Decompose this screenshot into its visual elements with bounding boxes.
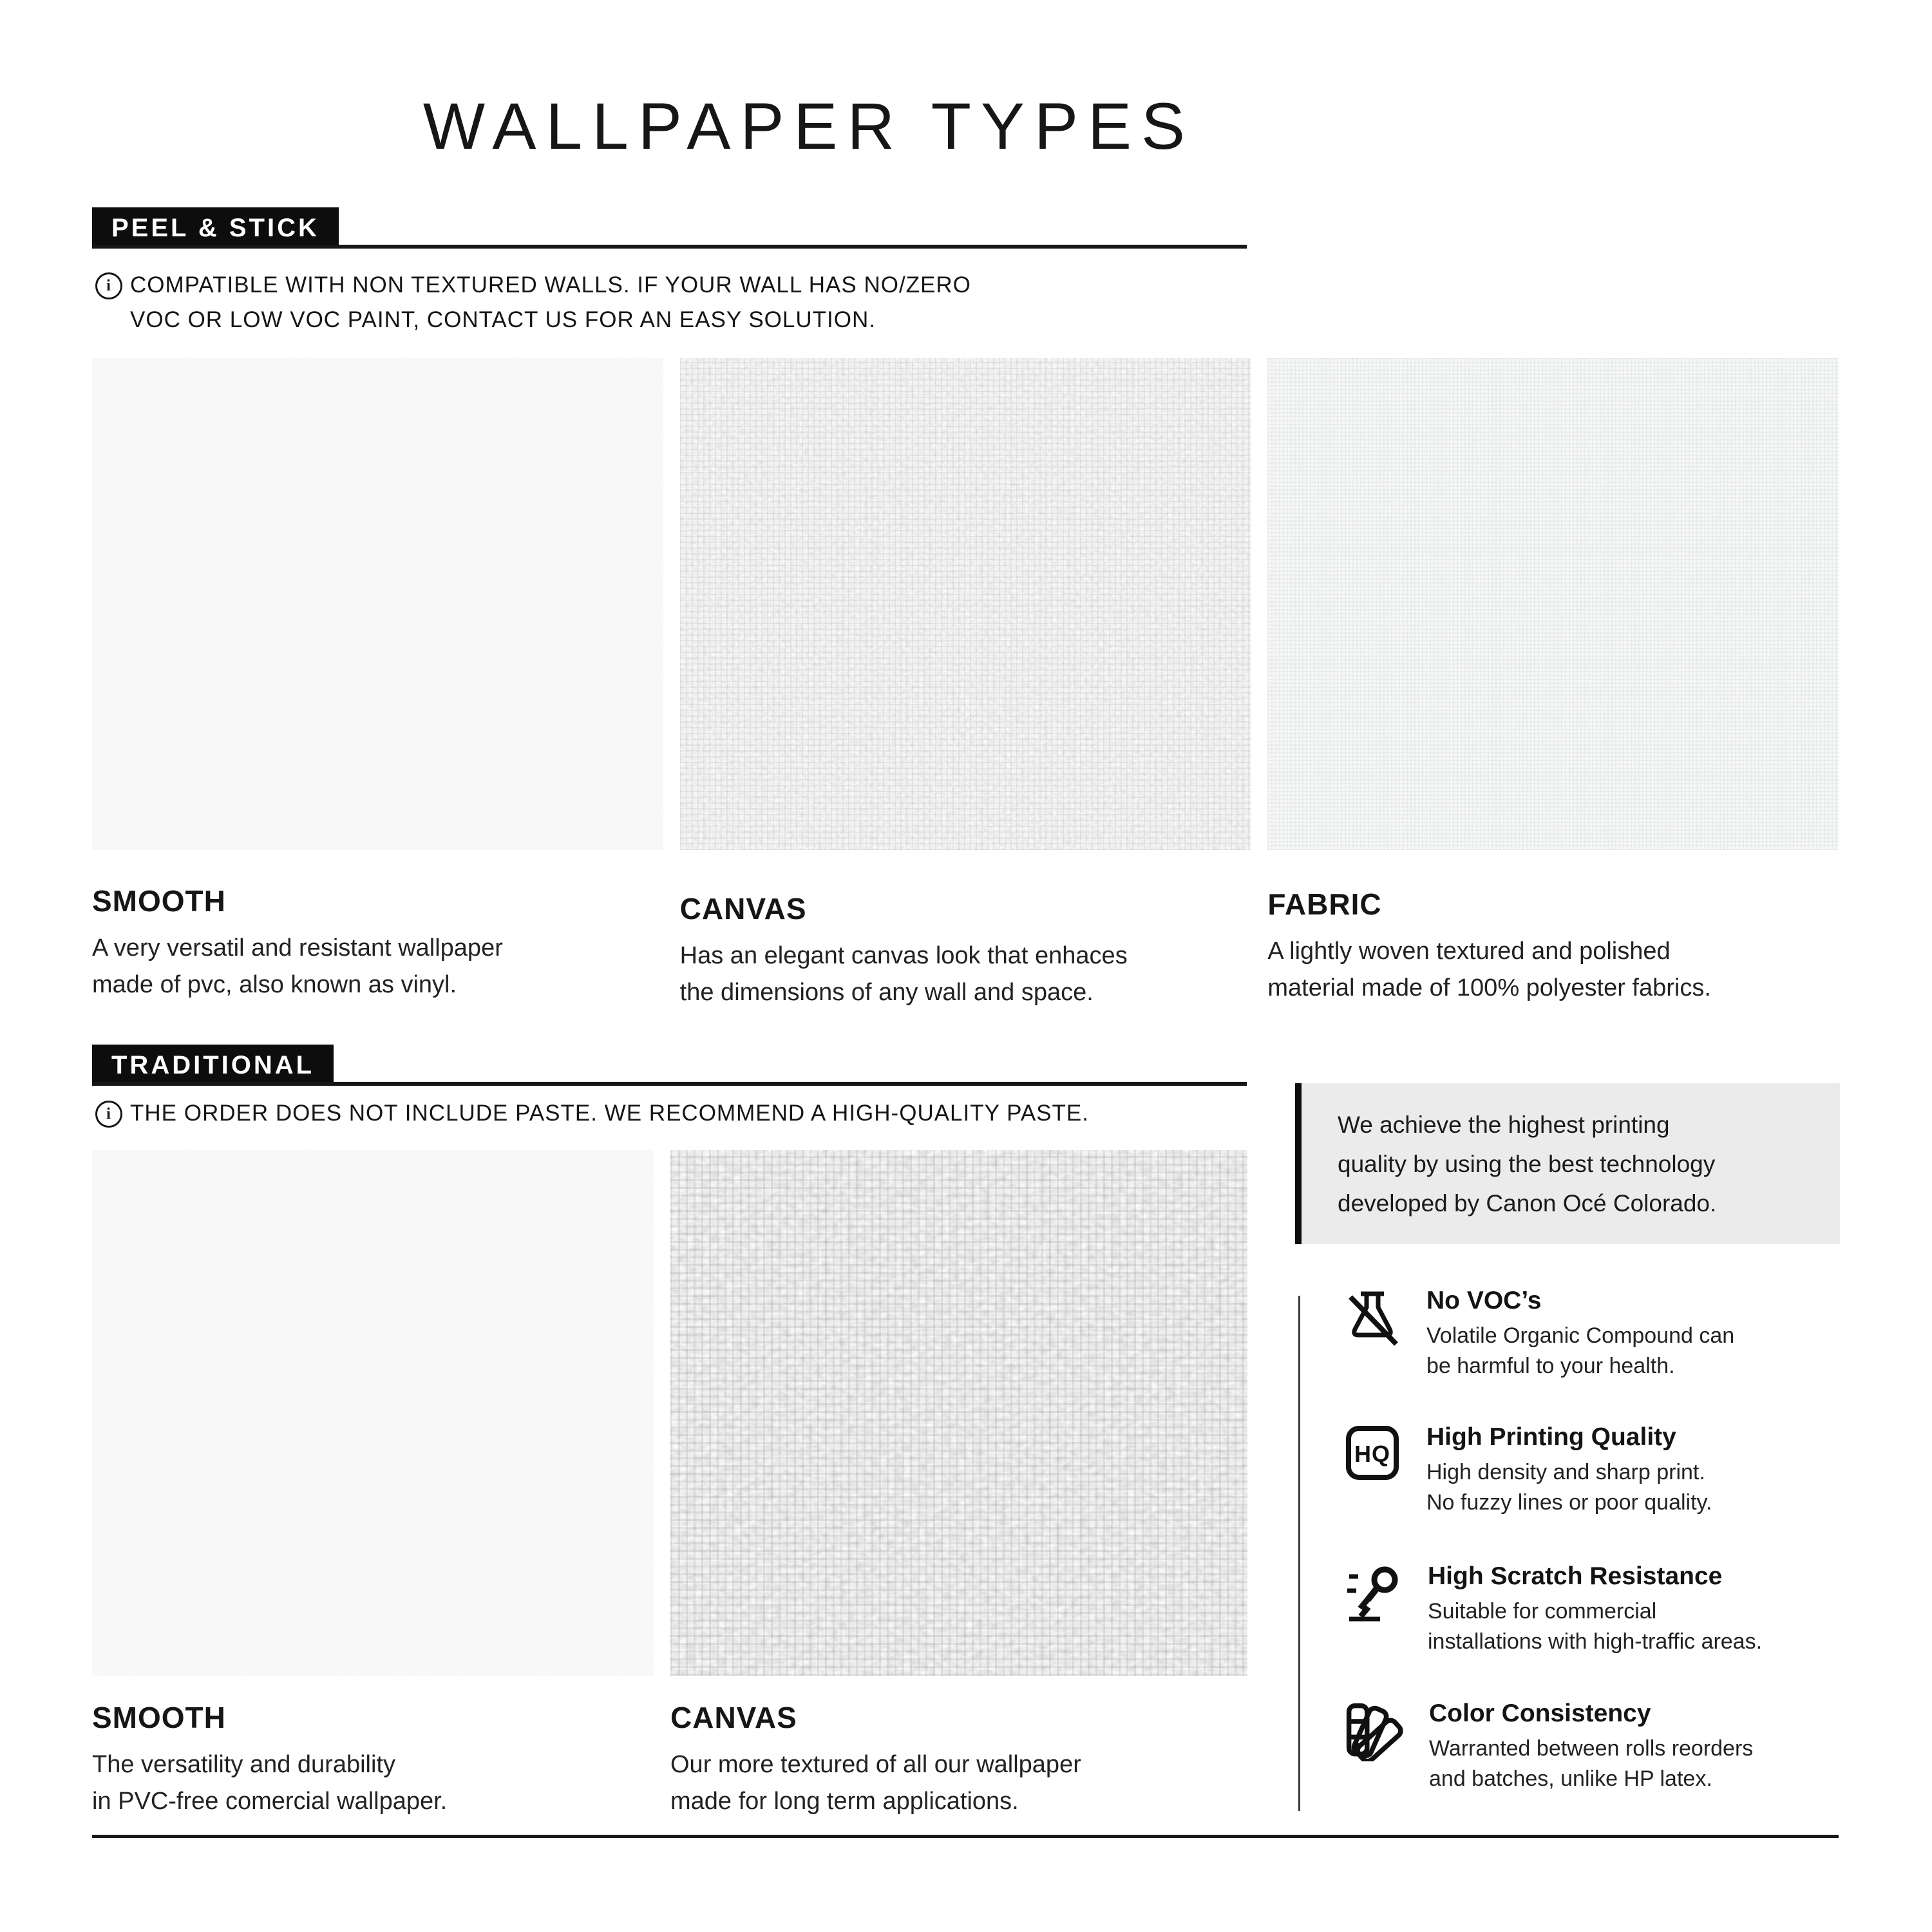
canvas-heavy-weave-overlay (670, 1150, 1247, 1676)
info-icon: i (95, 1101, 122, 1128)
fabric-weave-overlay (1267, 358, 1839, 850)
feature-high-printing-quality (1345, 1423, 1861, 1518)
feature-description: Volatile Organic Compound can be harmful to your health. (1426, 1323, 1735, 1378)
key-scratch-icon (1345, 1564, 1402, 1657)
type-description: A lightly woven textured and polished material made of 100% polyester fabrics. (1267, 938, 1711, 1001)
swatch-traditional-canvas (670, 1150, 1247, 1676)
peel-stick-note-line2: VOC OR LOW VOC PAINT, CONTACT US FOR AN EASY SOLUTION. (130, 307, 876, 332)
feature-description: Suitable for commercial installations with high-traffic areas. (1428, 1599, 1763, 1654)
hq-badge-icon (1345, 1425, 1401, 1518)
type-peel-stick-canvas (680, 884, 1251, 1011)
feature-high-scratch-resistance (1345, 1562, 1861, 1657)
bottom-rule (92, 1835, 1839, 1838)
traditional-swatch-row (92, 1150, 1247, 1676)
quality-highlight-panel (1302, 1083, 1840, 1244)
type-description: Our more textured of all our wallpaper made for long term applications. (670, 1751, 1081, 1815)
peel-stick-note (95, 268, 971, 337)
peel-stick-type-row (92, 884, 1839, 1011)
feature-text (1429, 1700, 1753, 1794)
svg-text:HQ: HQ (1354, 1441, 1390, 1467)
feature-description: Warranted between rolls reorders and batches, unlike HP latex. (1429, 1736, 1754, 1791)
features-divider-line (1298, 1296, 1300, 1811)
feature-title: Color Consistency (1429, 1700, 1651, 1727)
swatch-peel-stick-canvas (680, 358, 1251, 850)
quality-panel-accent-bar (1295, 1083, 1302, 1244)
traditional-note (95, 1096, 1089, 1131)
swatch-peel-stick-fabric (1267, 358, 1839, 850)
type-name: CANVAS (679, 892, 807, 925)
peel-stick-swatch-row (92, 358, 1839, 850)
feature-no-vocs (1345, 1287, 1861, 1381)
traditional-note-line1: THE ORDER DOES NOT INCLUDE PASTE. WE RECOMMEND A HIGH-QUALITY PASTE. (130, 1101, 1089, 1126)
feature-text (1426, 1423, 1712, 1518)
type-traditional-canvas (670, 1700, 1247, 1820)
smooth-texture-image (92, 1150, 654, 1676)
peel-stick-rule (92, 245, 1247, 249)
traditional-rule (92, 1082, 1247, 1086)
info-icon: i (95, 272, 122, 299)
traditional-type-row (92, 1700, 1247, 1820)
page-title: WALLPAPER TYPES (422, 90, 1195, 163)
feature-title: No VOC’s (1426, 1287, 1542, 1314)
peel-stick-note-line1: COMPATIBLE WITH NON TEXTURED WALLS. IF YOUR WALL HAS NO/ZERO (130, 272, 971, 298)
type-peel-stick-smooth (92, 884, 663, 1011)
type-name: SMOOTH (92, 1701, 226, 1734)
quality-highlight-text: We achieve the highest printing quality by using the best technology developed by Canon Océ Colorado. (1338, 1112, 1717, 1217)
type-name: FABRIC (1267, 887, 1382, 921)
type-peel-stick-fabric (1267, 884, 1839, 1011)
type-name: SMOOTH (92, 884, 226, 918)
section-label-peel-stick: PEEL & STICK (92, 207, 339, 249)
color-swatches-icon (1345, 1701, 1403, 1794)
feature-title: High Printing Quality (1426, 1423, 1676, 1451)
smooth-texture-image (92, 358, 663, 850)
feature-color-consistency (1345, 1700, 1861, 1794)
feature-title: High Scratch Resistance (1428, 1562, 1723, 1590)
feature-text (1428, 1562, 1762, 1657)
canvas-weave-overlay (680, 358, 1251, 850)
type-description: Has an elegant canvas look that enhaces the dimensions of any wall and space. (679, 942, 1128, 1006)
no-voc-flask-icon (1345, 1288, 1401, 1381)
swatch-peel-stick-smooth (92, 358, 663, 850)
type-traditional-smooth (92, 1700, 654, 1820)
type-description: A very versatil and resistant wallpaper made of pvc, also known as vinyl. (92, 934, 503, 998)
section-label-traditional: TRADITIONAL (92, 1045, 334, 1086)
feature-description: High density and sharp print. No fuzzy lines or poor quality. (1426, 1460, 1712, 1515)
type-description: The versatility and durability in PVC-free comercial wallpaper. (92, 1751, 448, 1815)
feature-text (1426, 1287, 1734, 1381)
swatch-traditional-smooth (92, 1150, 654, 1676)
type-name: CANVAS (670, 1701, 797, 1734)
